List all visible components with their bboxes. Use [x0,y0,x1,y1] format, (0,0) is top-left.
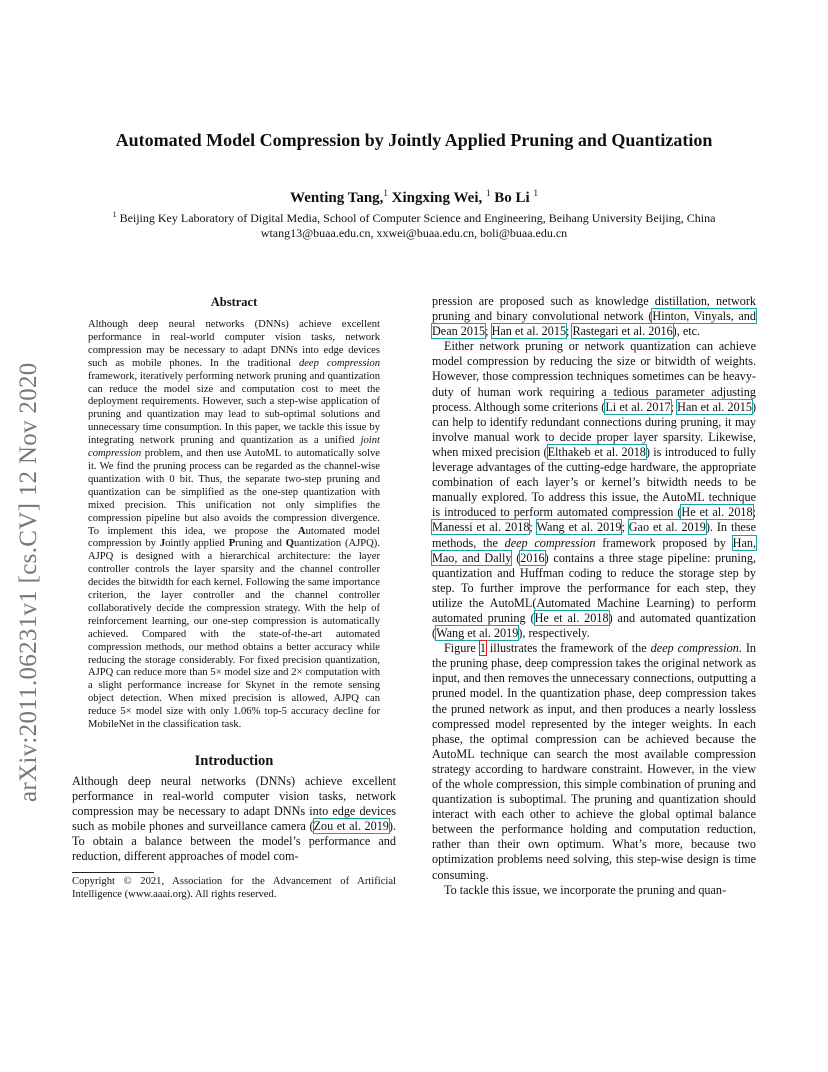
citation-link[interactable]: He et al. 2018 [534,610,609,625]
author-emails: wtang13@buaa.edu.cn, xxwei@buaa.edu.cn, boli@buaa.edu.cn [260,226,568,240]
author-list [60,183,768,208]
citation-link[interactable]: Rastegari et al. 2016 [572,324,673,339]
citation-link[interactable]: Manessi et al. 2018 [432,520,530,535]
citation-link[interactable]: Han, Mao, and Dally [432,535,756,565]
affiliation-block [40,207,788,241]
affiliation-mark: 1 [533,188,538,198]
citation-link[interactable]: Wang et al. 2019 [436,626,519,641]
right-column [432,294,756,898]
affiliation-text: Beijing Key Laboratory of Digital Media, School of Computer Science and Engineering, Beihang University Beijing, China [119,211,716,225]
citation-link[interactable]: Wang et al. 2019 [536,520,622,535]
citation-link[interactable]: Han et al. 2015 [677,399,752,414]
abstract-body: Although deep neural networks (DNNs) achieve excellent performance in real-world computer vision tasks, network compression may be necessary to adapt DNNs into edge devices such as mobile phones. In the traditional deep compression framework, iteratively performing network pruning and quantization can reduce the model size and computation cost to meet the deployment requirements. However, such a step-wise application of pruning and quantization may lead to sub-optimal solutions and unnecessary time consumption. In this paper, we tackle this issue by integrating network pruning and quantization as a unified joint compression problem, and then use AutoML to automatically solve it. We find the pruning process can be regarded as the channel-wise quantization with 0 bit. Thus, the separate two-step pruning and quantization can be simplified as the one-step quantization with mixed precision. This unification not only simplifies the compression pipeline but also avoids the compression divergence. To implement this idea, we propose the Automated model compression by Jointly applied Pruning and Quantization (AJPQ). AJPQ is designed with a hierarchical architecture: the layer controller controls the layer sparsity and the channel controller decides the bitwidth for each kernel. Following the same importance criterion, the layer controller and the channel controller collaboratively decide the compression strategy. With the help of reinforcement learning, our one-step compression is automatically achieved. Compared with the state-of-the-art automated compression methods, our method obtains a better accuracy while reducing the storage considerably. For fixed precision quantization, AJPQ can reduce more than 5× model size and 2× computation with a slight performance increase for Skynet in the remote sensing object detection. When mixed precision is allowed, AJPQ can reduce 5× model size with only 1.06% top-5 accuracy decline for MobileNet in the classification task. [88,319,380,731]
paper-title: Automated Model Compression by Jointly Applied Pruning and Quantization [115,130,713,150]
citation-link[interactable]: 2016 [520,550,545,565]
citation-link[interactable]: Hinton, Vinyals, and Dean 2015 [432,309,756,339]
author-name: Xingxing Wei, [391,190,483,206]
citation-link[interactable]: Li et al. 2017 [605,399,671,414]
left-column [72,294,396,901]
footnote-divider [72,872,154,873]
section-heading-introduction: Introduction [194,753,274,769]
intro-paragraph: Although deep neural networks (DNNs) achieve excellent performance in real-world computer vision tasks, network compression may be necessary to adapt DNNs into edge devices such as mobile phones and surveillance camera (Zou et al. 2019). To obtain a balance between the model’s performance and reduction, different approaches of model com- [72,774,396,864]
abstract-heading: Abstract [210,295,258,309]
citation-link[interactable]: He et al. 2018 [681,505,753,520]
body-paragraph: Figure 1 illustrates the framework of the deep compression. In the pruning phase, deep compression takes the original network as input, and then removes the unnecessary connections, outputting a pruned model. In the quantization phase, deep compression takes the pruned network as input, and then produces a nearly lossless compressed model represented by the integer weights. In each phase, the optimal compression can be achieved because the AutoML technique can search the most available compression strategy according to hardware constraint. However, in the view of the whole compression, this simple combination of pruning and quantization is suboptimal. The pruning and quantization should interact with each other to achieve the global optimal balance between the performance holding and computation reduction, rather than their own optimum. What’s more, because two optimization problems need solving, this step-wise design is time consuming. [432,641,756,882]
citation-link[interactable]: Elthakeb et al. 2018 [547,444,646,459]
figure-link[interactable]: 1 [479,641,486,656]
citation-link[interactable]: Zou et al. 2019 [313,819,389,834]
citation-link[interactable]: Han et al. 2015 [491,324,567,339]
affiliation-mark: 1 [486,188,491,198]
body-paragraph: Either network pruning or network quantization can achieve model compression by reducing the size or bitwidth of weights. However, those compression techniques sometimes can be heavy-duty of human work requiring a tedious parameter adjusting process. Although some criterions (Li et al. 2017; Han et al. 2015) can help to identify redundant connections during pruning, it may involve manual work to decide proper layer sparsity. Likewise, when mixed precision (Elthakeb et al. 2018) is introduced to fully leverage advantages of the cutting-edge hardware, the appropriate combination of each layer’s or kernel’s bitwidth needs to be manually explored. To address this issue, the AutoML technique is introduced to perform automated compression (He et al. 2018; Manessi et al. 2018; Wang et al. 2019; Gao et al. 2019). In these methods, the deep compression framework proposed by Han, Mao, and Dally (2016) contains a three stage pipeline: pruning, quantization and Huffman coding to reduce the storage step by step. To further improve the performance for each step, they utilize the AutoML(Automated Machine Learning) to perform automated pruning (He et al. 2018) and automated quantization (Wang et al. 2019), respectively. [432,339,756,641]
arxiv-stamp: arXiv:2011.06231v1 [cs.CV] 12 Nov 2020 [15,362,42,802]
affiliation-mark: 1 [112,210,117,219]
copyright-footnote: Copyright © 2021, Association for the Advancement of Artificial Intelligence (www.aaai.org). All rights reserved. [72,875,396,900]
author-name: Bo Li [494,190,530,206]
citation-link[interactable]: Gao et al. 2019 [628,520,706,535]
affiliation-mark: 1 [383,188,388,198]
author-name: Wenting Tang, [290,190,384,206]
body-paragraph: To tackle this issue, we incorporate the pruning and quan- [444,882,727,897]
body-paragraph: pression are proposed such as knowledge distillation, network pruning and binary convolutional network (Hinton, Vinyals, and Dean 2015; Han et al. 2015; Rastegari et al. 2016), etc. [432,294,756,339]
